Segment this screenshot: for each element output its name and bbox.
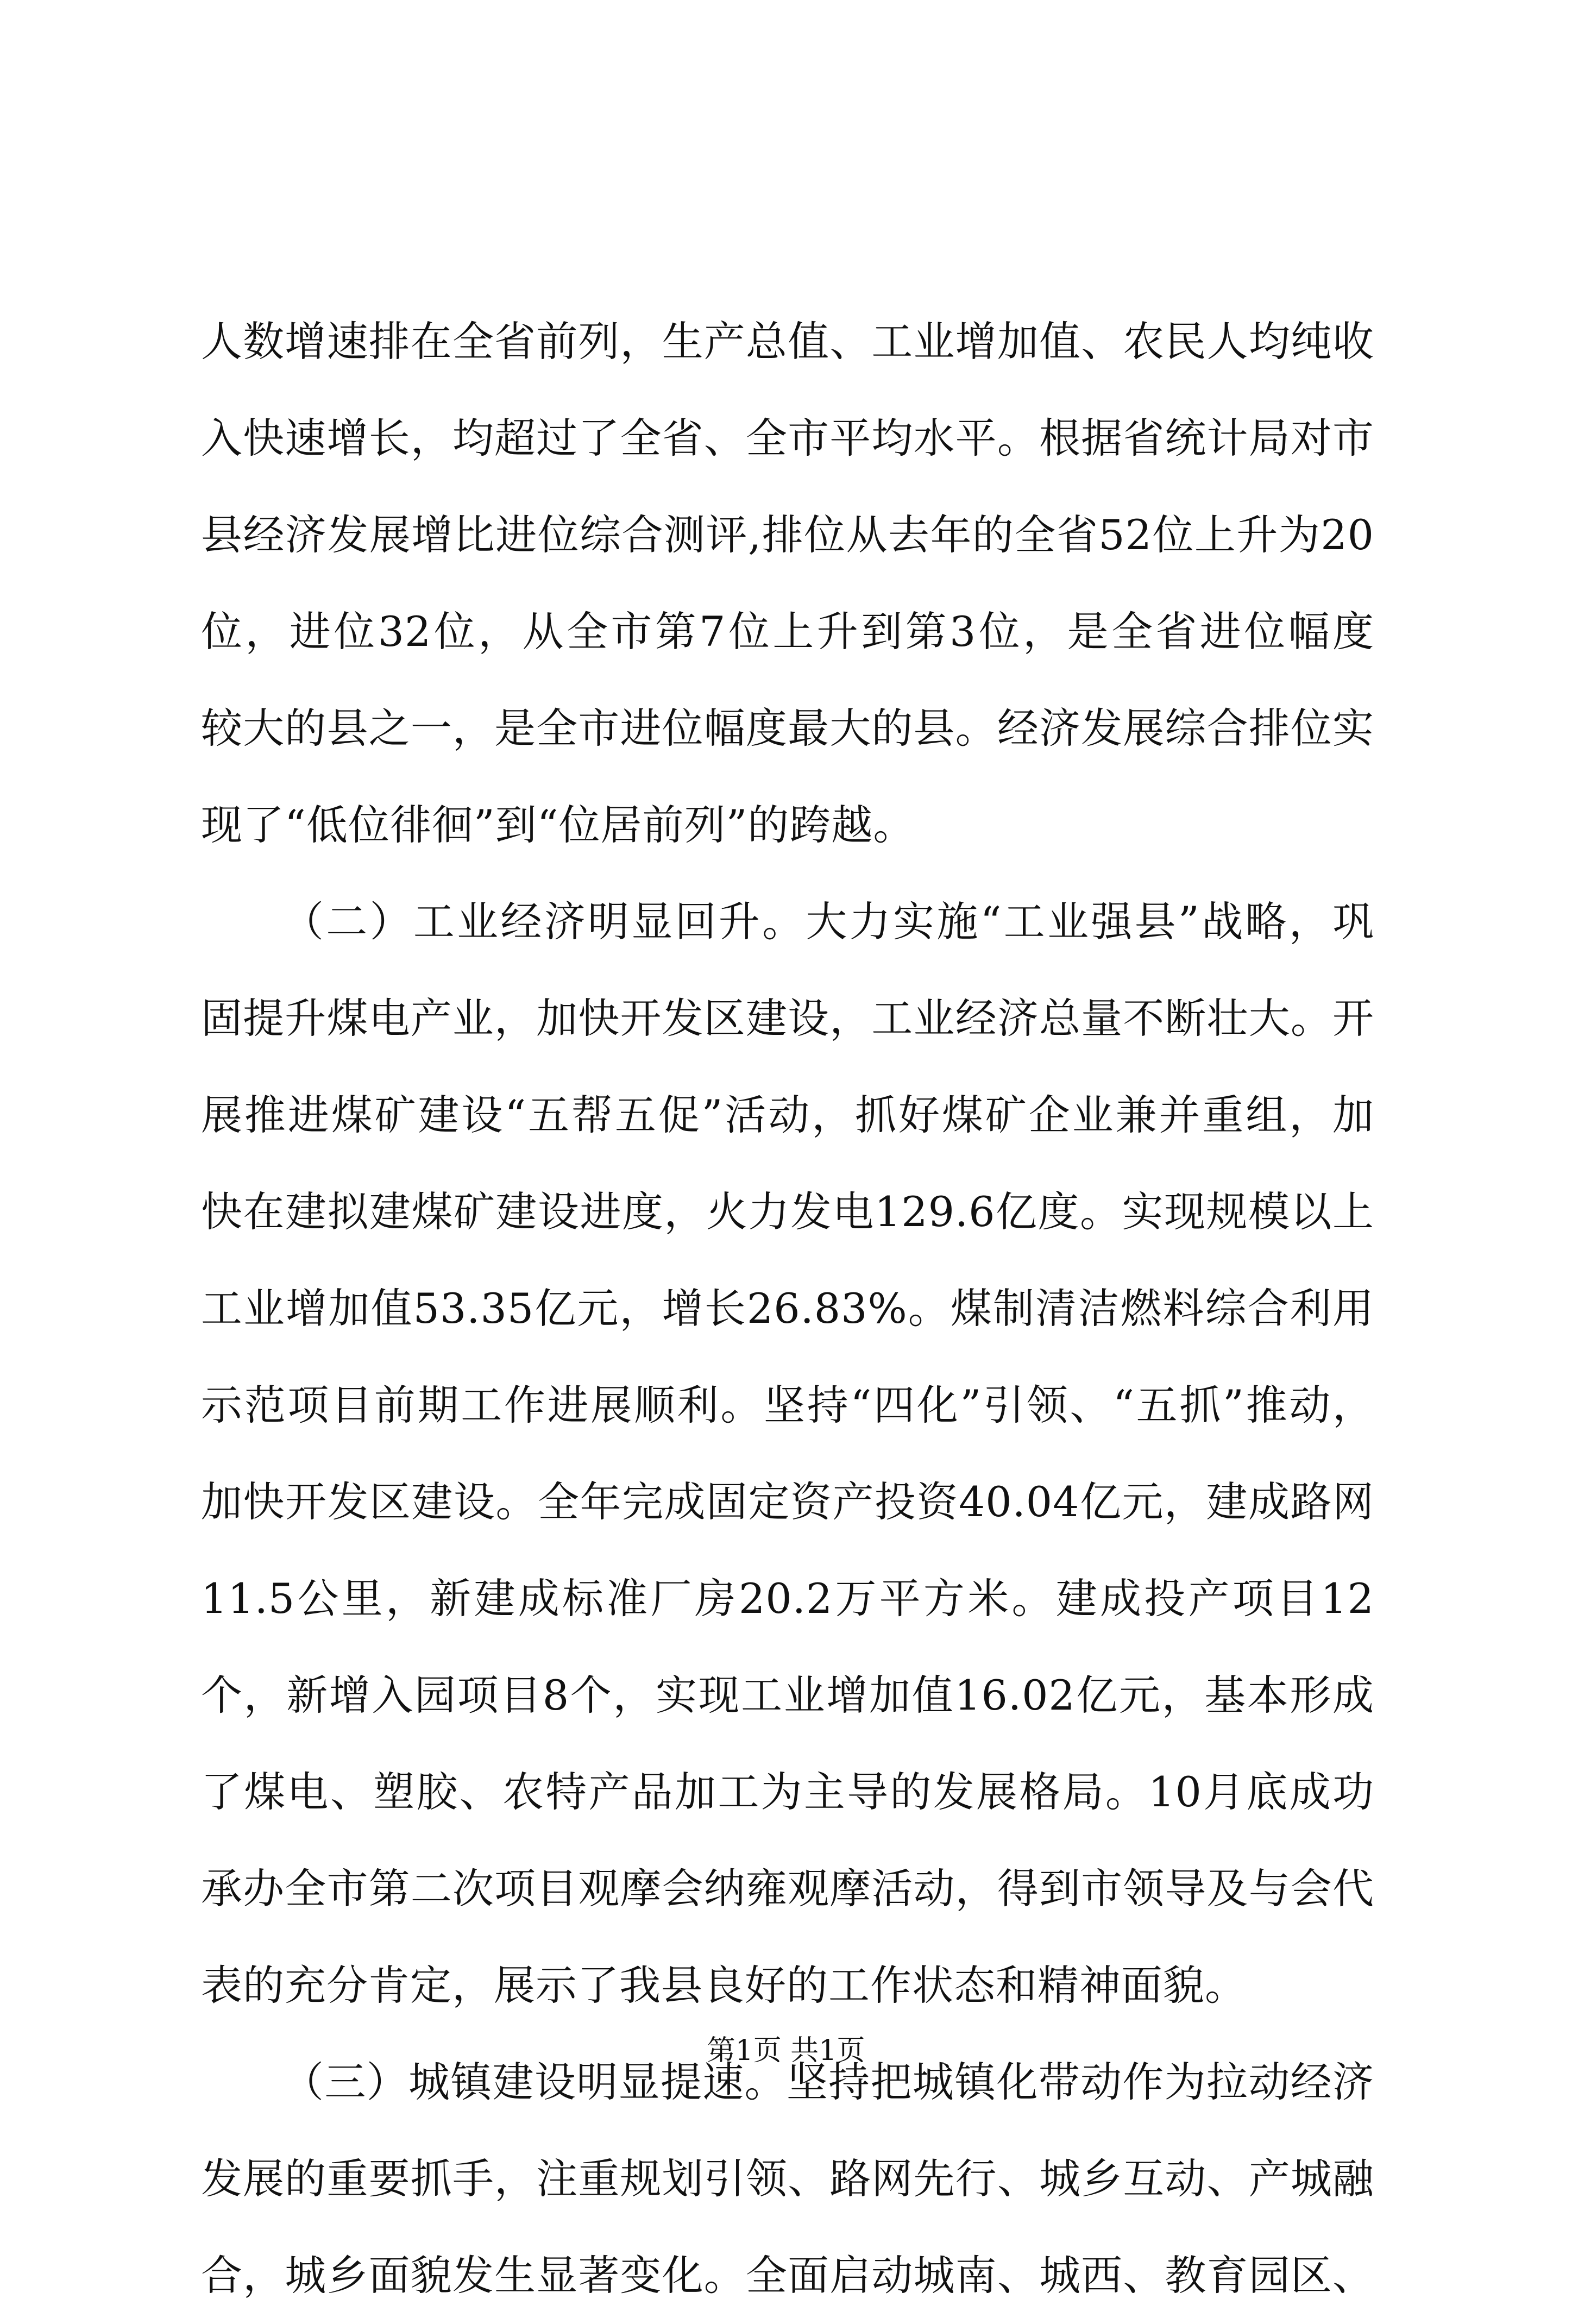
text-line: 加快开发区建设。全年完成固定资产投资40.04亿元，建成路网 xyxy=(201,1478,1374,1526)
text-line: 发展的重要抓手，注重规划引领、路网先行、城乡互动、产城融 xyxy=(201,2155,1374,2203)
text-line: 示范项目前期工作进展顺利。坚持“四化”引领、“五抓”推动， xyxy=(201,1381,1374,1429)
text-line: 现了“低位徘徊”到“位居前列”的跨越。 xyxy=(201,801,915,849)
text-line: 入快速增长，均超过了全省、全市平均水平。根据省统计局对市 xyxy=(201,414,1374,462)
text-line: 展推进煤矿建设“五帮五促”活动，抓好煤矿企业兼并重组，加 xyxy=(201,1091,1374,1139)
text-line: 县经济发展增比进位综合测评,排位从去年的全省52位上升为20 xyxy=(201,511,1374,559)
section-heading-line: （三）城镇建设明显提速。坚持把城镇化带动作为拉动经济 xyxy=(282,2058,1374,2106)
text-line: 承办全市第二次项目观摩会纳雍观摩活动，得到市领导及与会代 xyxy=(201,1864,1374,1913)
text-line: 11.5公里，新建成标准厂房20.2万平方米。建成投产项目12 xyxy=(201,1574,1374,1623)
text-line: 固提升煤电产业，加快开发区建设，工业经济总量不断壮大。开 xyxy=(201,994,1374,1042)
text-line: 个，新增入园项目8个，实现工业增加值16.02亿元，基本形成 xyxy=(201,1671,1374,1719)
text-line: 工业增加值53.35亿元，增长26.83%。煤制清洁燃料综合利用 xyxy=(201,1284,1374,1333)
document-body xyxy=(201,293,1374,2324)
text-line: 了煤电、塑胶、农特产品加工为主导的发展格局。10月底成功 xyxy=(201,1768,1374,1816)
section-heading-line: （二）工业经济明显回升。大力实施“工业强县”战略，巩 xyxy=(282,897,1374,946)
text-line: 合，城乡面貌发生显著变化。全面启动城南、城西、教育园区、 xyxy=(201,2251,1374,2300)
text-line: 位，进位32位，从全市第7位上升到第3位，是全省进位幅度 xyxy=(201,607,1374,656)
page-number-label: 第1页 共1页 xyxy=(707,2034,865,2067)
text-line: 较大的县之一，是全市进位幅度最大的县。经济发展综合排位实 xyxy=(201,704,1374,752)
text-line: 快在建拟建煤矿建设进度，火力发电129.6亿度。实现规模以上 xyxy=(201,1188,1374,1236)
text-line: 人数增速排在全省前列，生产总值、工业增加值、农民人均纯收 xyxy=(201,317,1374,366)
page-footer xyxy=(0,2032,1572,2070)
text-line: 表的充分肯定，展示了我县良好的工作状态和精神面貌。 xyxy=(201,1961,1247,2009)
